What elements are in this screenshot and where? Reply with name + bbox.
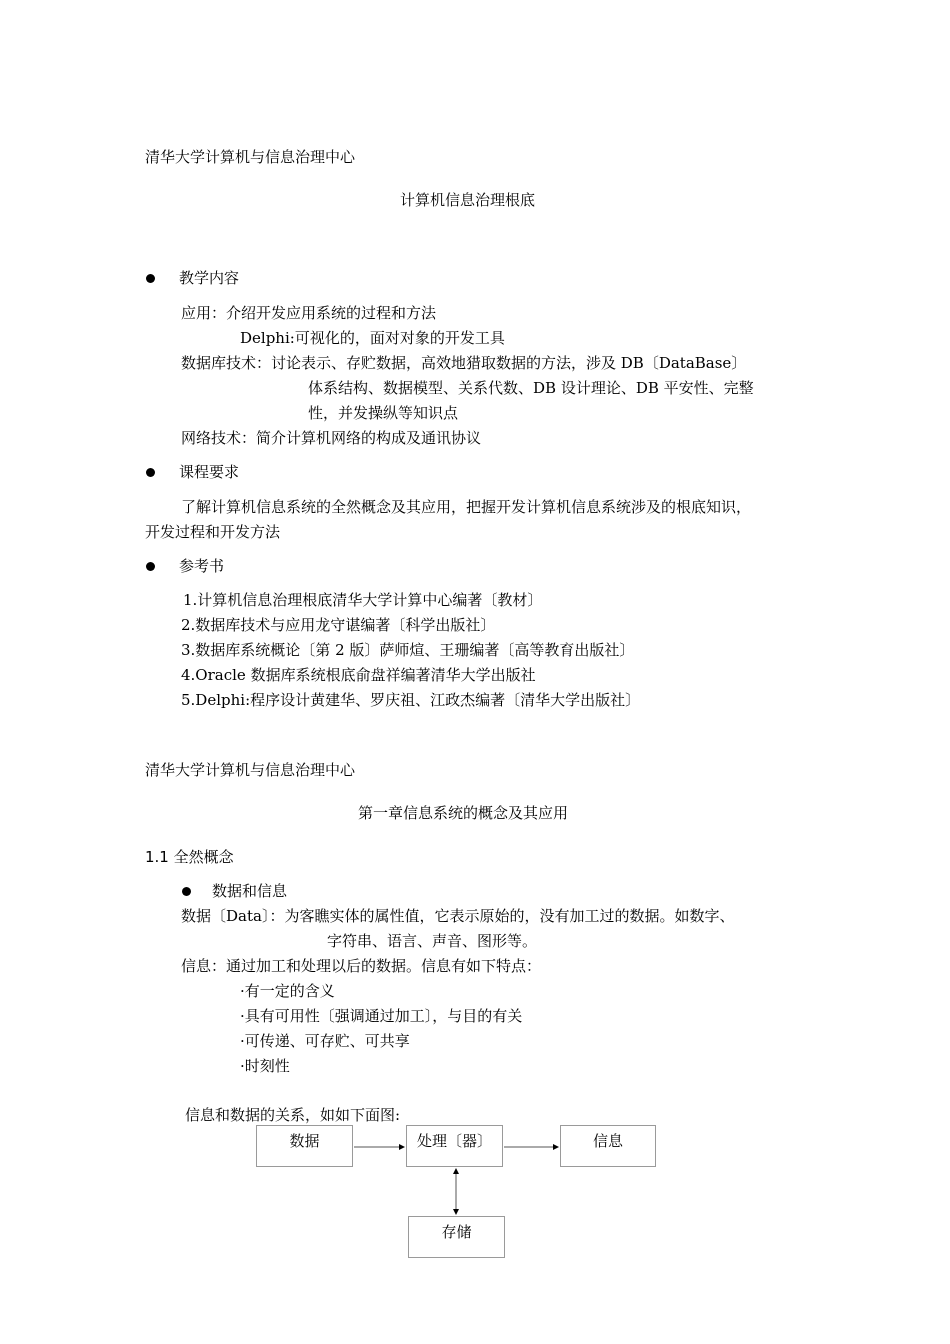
teaching-line-database: 数据库技术：讨论表示、存贮数据，高效地猎取数据的方法，涉及 DB〔DataBase〕	[181, 354, 747, 372]
info-feature-3: ·可传递、可存贮、可共享	[240, 1032, 410, 1050]
section-heading-requirements: 课程要求	[179, 463, 240, 481]
org-header: 清华大学计算机与信息治理中心	[145, 761, 356, 779]
section-heading-references: 参考书	[179, 557, 225, 575]
bullet-heading-data-info: 数据和信息	[212, 882, 288, 900]
definition-info: 信息：通过加工和处理以后的数据。信息有如下特点：	[181, 957, 542, 975]
reference-item-5: 5.Delphi:程序设计黄建华、罗庆祖、江政杰编著〔清华大学出版社〕	[181, 691, 641, 709]
chapter-title: 第一章信息系统的概念及其应用	[358, 804, 569, 822]
diagram-box-data: 数据	[256, 1125, 353, 1167]
diagram-box-info: 信息	[560, 1125, 656, 1167]
teaching-line-database-cont: 体系结构、数据模型、关系代数、DB 设计理论、DB 平安性、完整	[308, 379, 754, 397]
info-feature-1: ·有一定的含义	[240, 982, 335, 1000]
org-header: 清华大学计算机与信息治理中心	[145, 148, 356, 166]
info-feature-4: ·时刻性	[240, 1057, 290, 1075]
teaching-line-database-cont2: 性，并发操纵等知识点	[308, 404, 459, 422]
definition-data-cont: 字符串、语言、声音、图形等。	[327, 932, 538, 950]
info-feature-2: ·具有可用性〔强调通过加工〕，与目的有关	[240, 1007, 523, 1025]
teaching-line-network: 网络技术：简介计算机网络的构成及通讯协议	[181, 429, 482, 447]
reference-item-2: 2.数据库技术与应用龙守谌编著〔科学出版社〕	[181, 616, 496, 634]
reference-item-4: 4.Oracle 数据库系统根底俞盘祥编著清华大学出版社	[181, 666, 536, 684]
definition-data: 数据〔Data〕：为客瞧实体的属性值，它表示原始的，没有加工过的数据。如数字、	[181, 907, 735, 925]
diagram-caption: 信息和数据的关系，如如下面图:	[185, 1106, 401, 1124]
diagram-box-storage: 存储	[408, 1216, 505, 1258]
page-title: 计算机信息治理根底	[400, 191, 536, 209]
requirements-line-2: 开发过程和开发方法	[145, 523, 281, 541]
section-heading-teaching: 教学内容	[179, 269, 240, 287]
reference-item-1: 1.计算机信息治理根底清华大学计算中心编著〔教材〕	[183, 591, 543, 609]
requirements-line-1: 了解计算机信息系统的全然概念及其应用，把握开发计算机信息系统涉及的根底知识，	[181, 498, 752, 516]
reference-item-3: 3.数据库系统概论〔第 2 版〕萨师煊、王珊编著〔高等教育出版社〕	[181, 641, 635, 659]
teaching-line-delphi: Delphi:可视化的，面对对象的开发工具	[240, 329, 505, 347]
teaching-line-application: 应用：介绍开发应用系统的过程和方法	[181, 304, 437, 322]
section-title: 1.1 全然概念	[145, 848, 234, 866]
diagram-box-process: 处理〔器〕	[406, 1125, 503, 1167]
